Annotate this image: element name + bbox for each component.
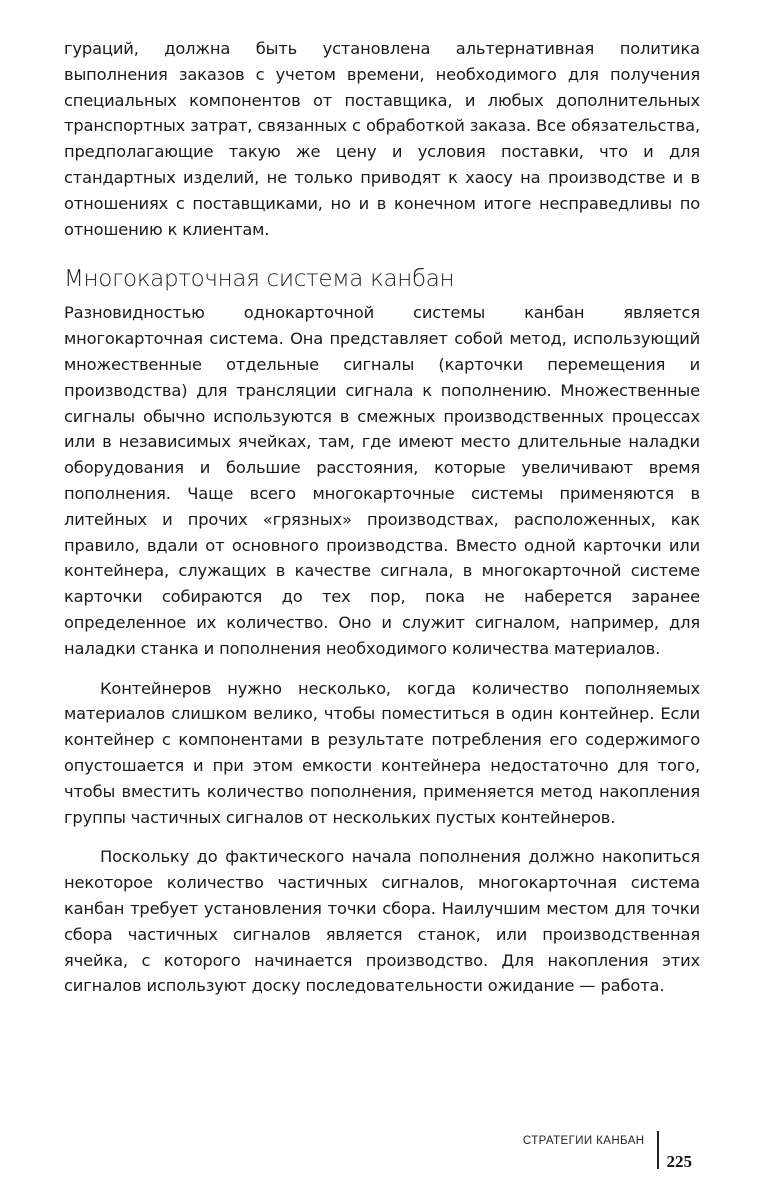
section-heading: Многокарточная система канбан bbox=[64, 266, 455, 293]
body-paragraph-2: Разновидностью однокарточной системы канбан является многокарточная система. Она представляет собой метод, использующий множественные отдельные сигналы (карточки перемещения и производства) для трансляции сигнала к пополнению. Множественные сигналы обычно используются в смежных производственных процессах или в независимых ячейках, там, где имеют место длительные наладки оборудования и большие расстояния, которые увеличивают время пополнения. Чаще всего многокарточные системы применяются в литейных и прочих «грязных» производствах, расположенных, как правило, вдали от основного производства. Вместо одной карточки или контейнера, служащих в качестве сигнала, в многокарточной системе карточки собираются до тех пор, пока не наберется заранее определенное их количество. Оно и служит сигналом, например, для наладки станка и пополнения необходимого количества материалов. bbox=[64, 303, 700, 658]
running-title: СТРАТЕГИИ КАНБАН bbox=[522, 1135, 645, 1147]
page-footer bbox=[523, 1128, 692, 1172]
page-content bbox=[64, 36, 700, 999]
page-number: 225 bbox=[666, 1152, 692, 1171]
body-paragraph-4: Поскольку до фактического начала пополнения должно накопиться некоторое количество частичных сигналов, многокарточная система канбан требует установления точки сбора. Наилучшим местом для точки сбора частичных сигналов является станок, или производственная ячейка, с которого начинается производство. Для накопления этих сигналов используют доску последовательности ожидание — работа. bbox=[64, 847, 700, 996]
footer-rule bbox=[657, 1131, 659, 1169]
body-paragraph-3: Контейнеров нужно несколько, когда количество пополняемых материалов слишком велико, чтобы поместиться в один контейнер. Если контейнер с компонентами в результате потребления его содержимого опустошается и при этом емкости контейнера недостаточно для того, чтобы вместить количество пополнения, применяется метод накопления группы частичных сигналов от нескольких пустых контейнеров. bbox=[64, 678, 700, 827]
body-paragraph-1: гураций, должна быть установлена альтернативная политика выполнения заказов с учетом времени, необходимого для получения специальных компонентов от поставщика, и любых дополнительных транспортных затрат, связанных с обработкой заказа. Все обязательства, предполагающие такую же цену и условия поставки, что и для стандартных изделий, не только приводят к хаосу на производстве и в отношениях с поставщиками, но и в конечном итоге несправедливы по отношению к клиентам. bbox=[64, 39, 700, 239]
